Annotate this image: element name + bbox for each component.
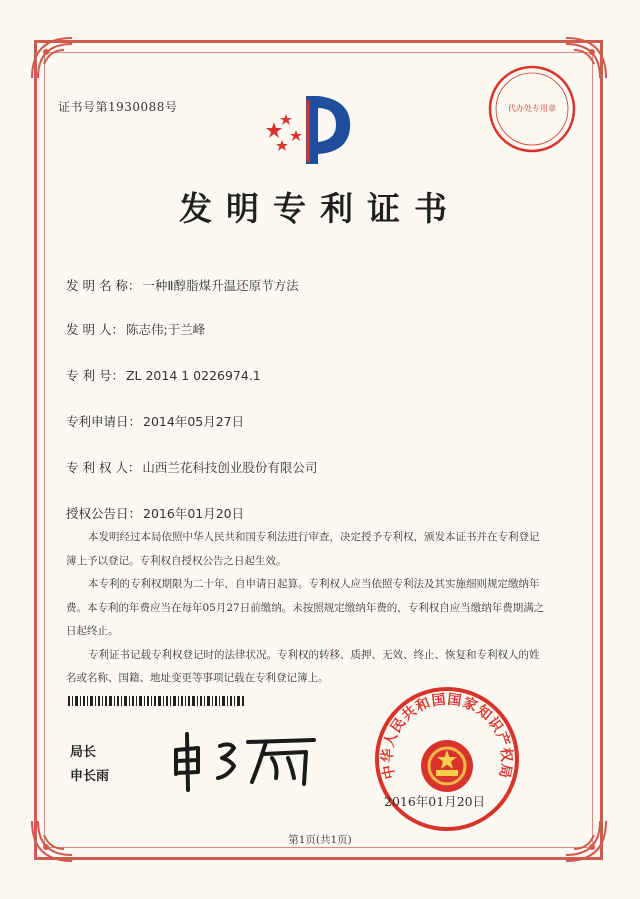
body-paragraph-1: 本发明经过本局依照中华人民共和国专利法进行审查，决定授予专利权，颁发本证书并在专利登记簿上予以登记。专利权自授权公告之日起生效。 [66, 531, 540, 567]
body-paragraph-2: 本专利的专利权期限为二十年，自申请日起算。专利权人应当依照专利法及其实施细则规定缴纳年费。本专利的年费应当在每年05月27日前缴纳。未按照规定缴纳年费的，专利权自应当缴纳年费期满之日起终止。 [66, 578, 545, 637]
invention-name-value: 一种Ⅱ醇脂煤升温还原节方法 [142, 278, 299, 293]
patent-number-label: 专 利 号： [66, 368, 124, 383]
director-name: 申长雨 [70, 769, 110, 784]
corner-ornament-top-left [28, 34, 76, 82]
patentee-label: 专 利 权 人： [66, 460, 141, 475]
barcode-icon [68, 691, 244, 701]
agency-seal-icon [487, 64, 577, 154]
invention-name-field [66, 276, 299, 294]
page-number: 第1页(共1页) [288, 834, 352, 846]
big-seal-text: 中华人民共和国国家知识产权局 [379, 691, 515, 781]
body-paragraph-3: 专利证书记载专利权登记时的法律状况。专利权的转移、质押、无效、终止、恢复和专利权人的姓名或名称、国籍、地址变更等事项记载在专利登记簿上。 [66, 648, 540, 684]
director-title: 局长 [70, 745, 97, 760]
patent-number-field [66, 366, 261, 384]
certificate-number: 证书号第1930088号 [58, 100, 178, 114]
certificate-body [66, 526, 546, 691]
grant-date-field [66, 504, 244, 522]
grant-date-value: 2016年01月20日 [143, 506, 245, 521]
grant-date-label: 授权公告日： [66, 506, 142, 521]
inventors-label: 发 明 人： [66, 322, 124, 337]
small-seal-text: 代办处专用章 [508, 104, 556, 113]
invention-name-label: 发 明 名 称： [66, 278, 141, 293]
national-ip-office-seal-icon [374, 686, 520, 832]
patent-office-logo-icon [262, 92, 362, 168]
inventors-field [66, 320, 205, 338]
filing-date-label: 专利申请日： [66, 414, 142, 429]
patentee-value: 山西兰花科技创业股份有限公司 [142, 460, 318, 475]
document-title: 发明专利证书 [179, 189, 461, 228]
filing-date-value: 2014年05月27日 [143, 414, 245, 429]
patentee-field [66, 458, 317, 476]
issue-date: 2016年01月20日 [384, 794, 486, 809]
handwritten-signature-icon [168, 728, 318, 792]
patent-number-value: ZL 2014 1 0226974.1 [125, 368, 261, 383]
inventors-value: 陈志伟;于兰峰 [125, 322, 206, 337]
filing-date-field [66, 412, 244, 430]
